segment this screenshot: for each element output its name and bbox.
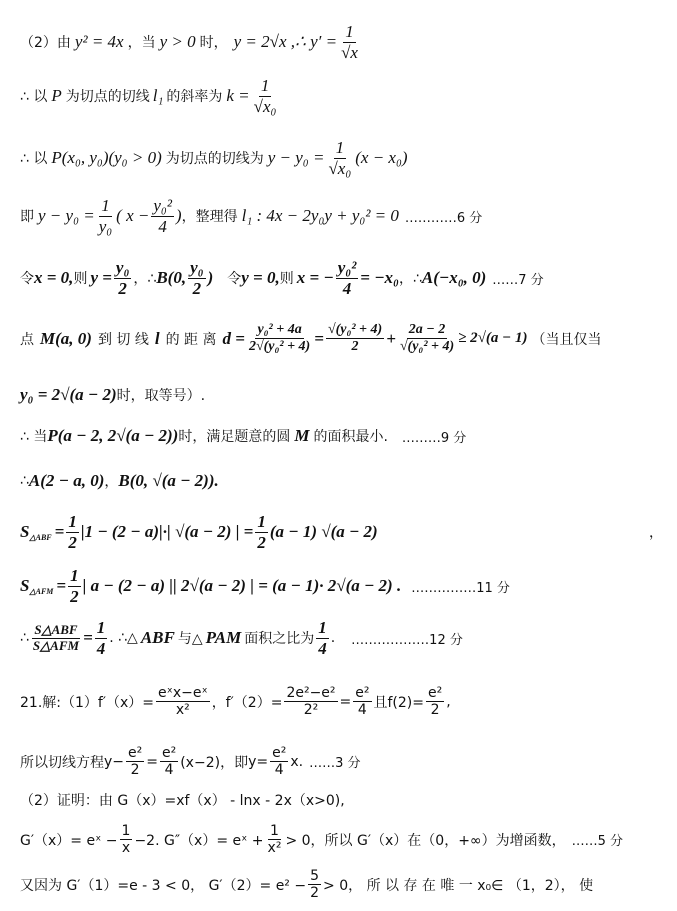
text: 的斜率为 <box>166 89 223 106</box>
text: 为切点的切线为 <box>165 151 264 168</box>
fraction: $\frac{1}{\text{x²}}$ <box>267 823 282 857</box>
math: A(2 − a, 0) <box>28 471 105 490</box>
math: (a − 1) √(a − 2) <box>269 522 378 542</box>
math: B(0, <box>156 268 187 288</box>
fraction: $\frac{\text{y₀² + 4a}}{\text{2√(y₀² + 4)}}$ <box>248 322 311 355</box>
math: ) <box>207 268 214 288</box>
text: ，当 <box>127 35 156 52</box>
math: = <box>314 328 324 348</box>
line-11 <box>20 566 669 606</box>
math: M <box>294 426 310 445</box>
math: k = <box>226 86 250 106</box>
text: ，∴ <box>133 271 157 288</box>
text: 所以切线方程 <box>20 754 104 771</box>
text: 时， <box>199 35 228 52</box>
text: ，f′（2）= <box>211 694 283 711</box>
math: x = 0, <box>34 268 74 288</box>
math: ( x − <box>116 206 150 226</box>
text: (x−2)，即 <box>180 754 249 771</box>
score-mark: ………9 分 <box>401 430 467 446</box>
math: S <box>20 522 30 542</box>
fraction: $\frac{1}{\text{√x₀}}$ <box>253 76 277 116</box>
text: ∴ 以 <box>20 89 48 106</box>
score-mark: ……7 分 <box>492 272 544 288</box>
math: P(x₀, y₀)(y₀ > 0) <box>51 148 162 168</box>
math: P(a − 2, 2√(a − 2)) <box>47 426 179 445</box>
text: ∴ 当 <box>20 429 48 445</box>
math: = <box>54 522 65 542</box>
text: ，∴ <box>398 271 422 288</box>
math: P <box>51 86 62 106</box>
math: = <box>56 576 67 596</box>
subscript: △AFM <box>29 586 54 596</box>
line-3 <box>20 138 669 178</box>
text: 点 <box>20 331 34 348</box>
text: 21.解:（1）f′（x）= <box>20 694 155 711</box>
math: = <box>83 628 93 648</box>
text: 与△ <box>177 631 203 648</box>
fraction: $\frac{1}{\text{y₀}}$ <box>98 196 113 236</box>
line-8 <box>20 426 669 446</box>
fraction: $\frac{1}{4}$ <box>96 618 106 658</box>
subscript: △ABF <box>29 532 52 542</box>
math: ≥ 2√(a − 1) <box>458 330 528 347</box>
fraction: $\frac{\text{eˣx−eˣ}}{\text{x²}}$ <box>158 685 208 719</box>
text: 令 <box>20 271 34 288</box>
math: (x − x₀) <box>355 148 408 168</box>
math: y = 0, <box>241 268 280 288</box>
line-6 <box>20 322 669 355</box>
math: ABF <box>140 628 175 648</box>
text: ，整理得 <box>181 209 238 226</box>
text: 到 切 线 <box>97 331 149 348</box>
fraction: $\frac{\text{2e²−e²}}{\text{2²}}$ <box>286 685 336 719</box>
line-1 <box>20 22 669 62</box>
math: l₁ <box>152 86 164 106</box>
math: + <box>386 328 396 348</box>
fraction: $\frac{\text{y₀}}{2}$ <box>190 258 204 298</box>
text: 面积之比为 <box>244 631 315 648</box>
text: ∴ <box>20 630 29 647</box>
line-2 <box>20 76 669 116</box>
text: 时，取等号）. <box>116 388 206 404</box>
score-mark: ……3 分 <box>309 756 361 772</box>
math: PAM <box>205 628 242 648</box>
text: 的 距 离 <box>165 331 217 348</box>
text: . <box>330 630 336 647</box>
text: 的面积最小. <box>313 429 388 445</box>
text: （2）由 <box>20 35 71 52</box>
fraction: $\frac{\text{e²}}{4}$ <box>161 745 177 779</box>
text: 为切点的切线 <box>65 89 150 106</box>
line-15 <box>20 790 669 810</box>
text: 则 <box>73 271 88 288</box>
fraction: $\frac{1}{x}$ <box>121 823 131 857</box>
math: y₀ = 2√(a − 2) <box>20 385 117 404</box>
text: 令 <box>227 271 242 288</box>
math: M(a, 0) <box>40 328 92 348</box>
fraction: $\frac{\text{e²}}{2}$ <box>128 745 143 779</box>
math: l <box>154 328 160 348</box>
math: y − y₀ = <box>38 206 95 226</box>
text: 则 <box>279 271 294 288</box>
math: d = <box>222 328 245 348</box>
score-mark: ……………11 分 <box>411 580 510 596</box>
math: . <box>214 471 219 490</box>
text: （2）证明：由 G（x）=xf（x） - lnx - 2x（x>0), <box>20 793 345 809</box>
fraction: $\frac{1}{√x}$ <box>341 22 358 62</box>
line-13 <box>20 685 669 718</box>
math: A(−x₀, 0) <box>421 268 487 288</box>
line-16 <box>20 823 669 856</box>
text: ∴ 以 <box>20 151 48 168</box>
fraction: $\frac{5}{2}$ <box>310 868 320 902</box>
math: x = − <box>296 268 334 288</box>
text: G′（x）= eˣ − <box>20 832 118 849</box>
math: S <box>20 576 30 596</box>
score-mark: ……5 分 <box>571 834 623 850</box>
fraction: $\frac{\text{e²}}{2}$ <box>428 685 443 719</box>
fraction: $\frac{\text{e²}}{4}$ <box>355 685 370 719</box>
fraction: $\frac{1}{2}$ <box>68 512 77 552</box>
fraction: $\frac{2a - 2}{\text{√(y₀² + 4)}}$ <box>399 322 455 355</box>
text: （当且仅当 <box>531 331 602 348</box>
text: −2. G″（x）= eˣ + <box>134 832 264 849</box>
text: = <box>146 753 158 770</box>
fraction: $\frac{1}{\text{√x₀}}$ <box>328 138 352 178</box>
line-5 <box>20 258 669 298</box>
fraction: $\frac{\text{y₀}}{2}$ <box>115 258 130 298</box>
line-4 <box>20 196 669 236</box>
math: ) <box>175 206 182 226</box>
fraction: $\frac{1}{2}$ <box>257 512 266 552</box>
fraction: $\frac{1}{2}$ <box>70 566 79 606</box>
text: 即 <box>20 209 34 226</box>
math: = −x₀ <box>360 268 399 288</box>
text: ， <box>104 474 119 490</box>
text: . ∴△ <box>109 630 138 647</box>
line-12 <box>20 618 669 658</box>
text: 又因为 G′（1）=e - 3 < 0， G′（2）= e² − <box>20 877 307 894</box>
text: > 0， 所 以 存 在 唯 一 x₀∈ （1，2）， 使 <box>323 877 594 894</box>
text: 且f(2)= <box>373 694 424 711</box>
text: x. <box>290 753 304 770</box>
math: y > 0 <box>159 32 196 52</box>
math: y = 2√x ,∴ y′ = <box>233 32 338 52</box>
math: y² = 4x <box>74 32 124 52</box>
line-17 <box>20 868 669 901</box>
math: B(0, √(a − 2)) <box>118 471 215 490</box>
math: |1 − (2 − a)|·| √(a − 2) | = <box>80 522 254 542</box>
line-10 <box>20 512 669 552</box>
line-14 <box>20 745 669 778</box>
text: y− <box>104 753 125 770</box>
fraction: $\frac{\text{S△ABF}}{\text{S△AFM}}$ <box>32 621 80 653</box>
fraction: $\frac{\text{e²}}{4}$ <box>272 745 287 779</box>
math: | a − (2 − a) || 2√(a − 2) | = (a − 1)· 2√(a − 2) . <box>82 576 402 596</box>
fraction: $\frac{\text{y₀²}}{4}$ <box>153 196 172 236</box>
score-mark: …………6 分 <box>404 210 483 226</box>
text: ， <box>649 525 663 542</box>
line-7 <box>20 385 669 405</box>
fraction: $\frac{\text{y₀²}}{4}$ <box>337 258 357 298</box>
text: = <box>339 693 352 710</box>
math: y = <box>90 268 112 288</box>
math: y − y₀ = <box>267 148 325 168</box>
fraction: $\frac{\text{√(y₀² + 4)}}{2}$ <box>327 322 383 355</box>
text: 时，满足题意的圆 <box>178 429 291 445</box>
score-mark: ………………12 分 <box>351 632 463 648</box>
math: l₁ : 4x − 2y₀y + y₀² = 0 <box>241 206 399 226</box>
fraction: $\frac{1}{4}$ <box>318 618 327 658</box>
text: > 0，所以 G′（x）在（0，+∞）为增函数， <box>285 832 566 849</box>
text: y= <box>248 753 269 770</box>
text: ∴ <box>20 473 29 489</box>
line-9 <box>20 471 669 491</box>
text: , <box>446 693 451 710</box>
